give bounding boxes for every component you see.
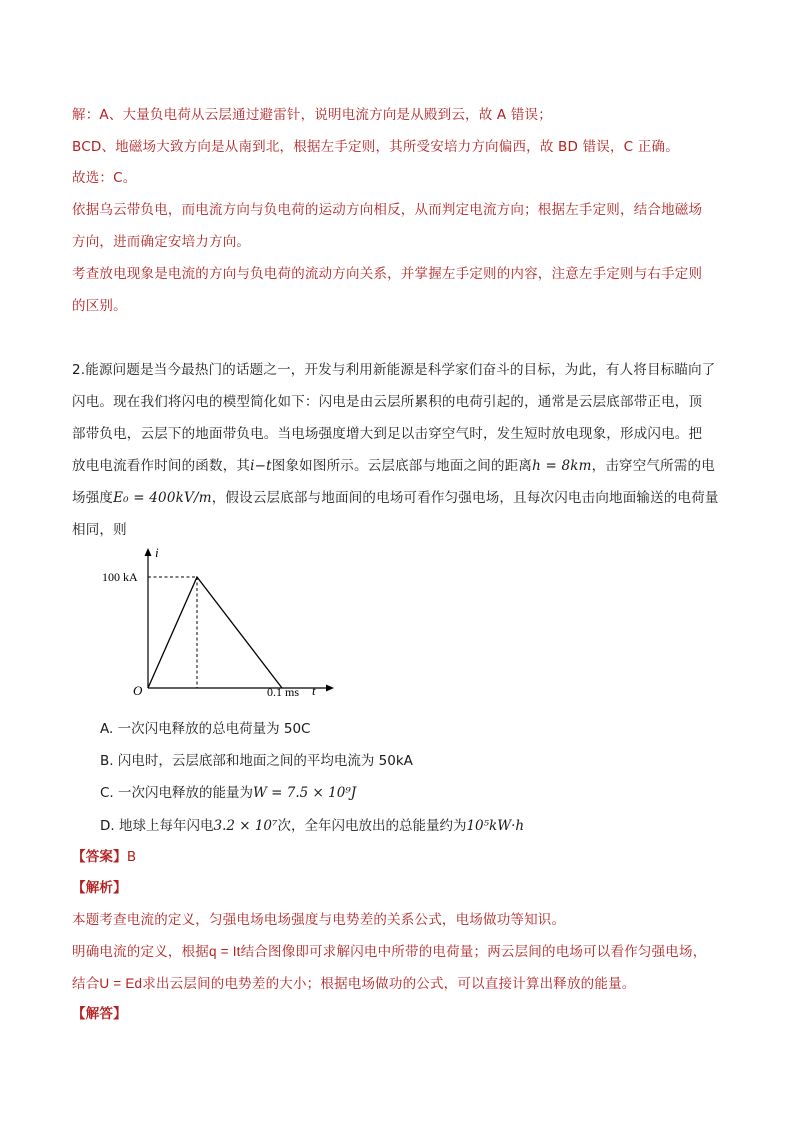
- answer-value: B: [126, 849, 137, 865]
- answer-line: [72, 845, 136, 865]
- it-formula: i−t: [250, 458, 272, 474]
- current-curve: [148, 577, 282, 688]
- solution-line: 的区别。: [72, 298, 127, 314]
- question-line: [72, 486, 719, 506]
- energy-formula: W = 7.5 × 10⁹J: [253, 785, 357, 801]
- question-line: 相同，则: [72, 522, 127, 538]
- height-formula: h = 8km: [532, 458, 592, 474]
- current-time-graph: [92, 540, 352, 705]
- count-formula: 3.2 × 10⁷: [213, 818, 278, 834]
- question-line: [72, 454, 715, 474]
- question-text: 图象如图所示。云层底部与地面之间的距离: [271, 458, 533, 474]
- y-axis-arrow: [145, 548, 152, 556]
- charge-formula: q = It: [209, 944, 241, 959]
- solution-label: 【解答】: [72, 1006, 127, 1022]
- option-text: C. 一次闪电释放的能量为: [100, 785, 254, 801]
- analysis-text: 明确电流的定义，根据: [72, 944, 209, 960]
- analysis-line: 本题考查电流的定义，匀强电场电场强度与电势差的关系公式，电场做功等知识。: [72, 912, 566, 928]
- question-text: ，击穿空气所需的电: [591, 458, 715, 474]
- question-line: 闪电。现在我们将闪电的模型简化如下：闪电是由云层所累积的电荷引起的，通常是云层底部带正电，顶: [72, 394, 703, 410]
- option-b: B. 闪电时，云层底部和地面之间的平均电流为 50kA: [100, 753, 413, 769]
- question-text: ，假设云层底部与地面间的电场可看作匀强电场，且每次闪电击向地面输送的电荷量: [211, 490, 719, 506]
- voltage-formula: U = Ed: [99, 976, 143, 991]
- solution-line: 考查放电现象是电流的方向与负电荷的流动方向关系，并掌握左手定则的内容，注意左手定则与右手定则: [72, 266, 703, 282]
- analysis-label: 【解析】: [72, 880, 127, 896]
- solution-line: 方向，进而确定安培力方向。: [72, 234, 251, 250]
- option-d: [100, 814, 524, 834]
- question-text: 放电电流看作时间的函数，其: [72, 458, 251, 474]
- option-c: [100, 781, 356, 801]
- x-axis-label: t: [312, 683, 316, 698]
- field-formula: E₀ = 400kV/m: [113, 490, 212, 506]
- origin-label: O: [133, 683, 143, 698]
- analysis-line: [72, 940, 706, 960]
- solution-heading: [72, 1002, 127, 1022]
- question-line: 部带负电，云层下的地面带负电。当电场强度增大到足以击穿空气时，发生短时放电现象，形成闪电。把: [72, 426, 703, 442]
- peak-label: 100 kA: [102, 570, 138, 584]
- x-axis-arrow: [326, 685, 334, 692]
- question-line: 2.能源问题是当今最热门的话题之一，开发与利用新能源是科学家们奋斗的目标，为此，有人将目标瞄向了: [72, 362, 716, 378]
- solution-line: BCD、地磁场大致方向是从南到北，根据左手定则，其所受安培力方向偏西，故 BD 错误，C 正确。: [72, 139, 679, 155]
- y-axis-label: i: [155, 545, 159, 560]
- question-text: 场强度: [72, 490, 114, 506]
- option-text: 次，全年闪电放出的总能量约为: [277, 818, 467, 834]
- solution-line: 故选：C。: [72, 170, 137, 186]
- analysis-text: 求出云层间的电势差的大小；根据电场做功的公式，可以直接计算出释放的能量。: [142, 976, 636, 992]
- analysis-line: [72, 972, 635, 992]
- total-energy-formula: 10⁵kW·h: [466, 818, 525, 834]
- option-a: A. 一次闪电释放的总电荷量为 50C: [100, 721, 311, 737]
- solution-line: 解：A、大量负电荷从云层通过避雷针，说明电流方向是从殿到云，故 A 错误；: [72, 107, 552, 123]
- answer-label: 【答案】: [72, 849, 127, 865]
- analysis-text: 结合: [72, 976, 100, 992]
- analysis-heading: [72, 876, 127, 896]
- end-label: 0.1 ms: [267, 685, 300, 699]
- option-text: D. 地球上每年闪电: [100, 818, 214, 834]
- analysis-text: 结合图像即可求解闪电中所带的电荷量；两云层间的电场可以看作匀强电场，: [240, 944, 707, 960]
- solution-line: 依据乌云带负电，而电流方向与负电荷的运动方向相反，从而判定电流方向；根据左手定则，结合地磁场: [72, 202, 703, 218]
